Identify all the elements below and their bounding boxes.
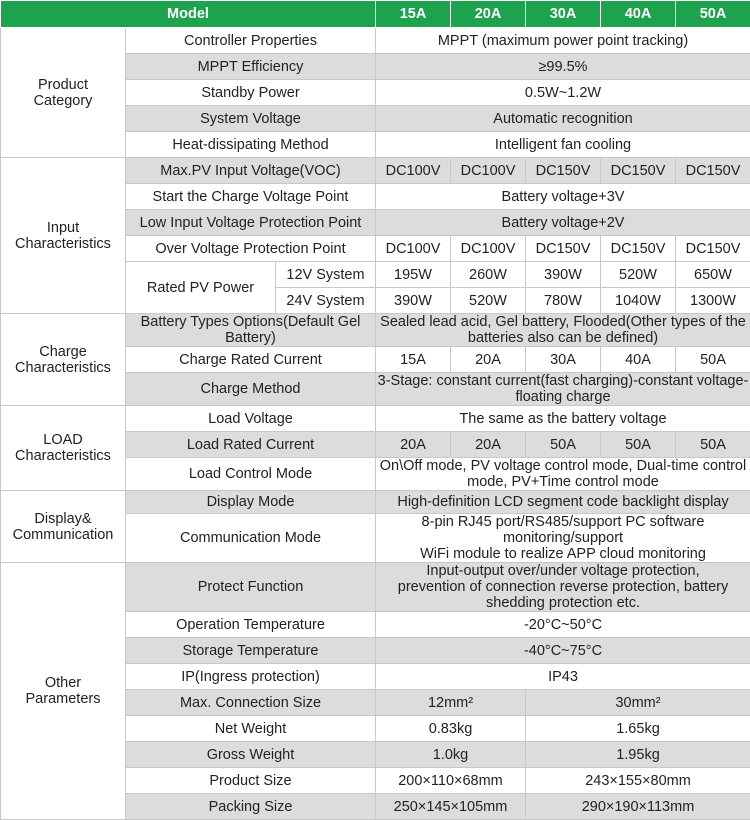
row-label: Start the Charge Voltage Point: [126, 184, 376, 210]
cell-value: DC100V: [451, 236, 526, 262]
row-label: Max.PV Input Voltage(VOC): [126, 158, 376, 184]
category-label: Characteristics: [1, 236, 125, 252]
model-header: Model: [1, 1, 376, 28]
row-label: Heat-dissipating Method: [126, 132, 376, 158]
row-value: [376, 563, 750, 612]
cell-value: DC100V: [376, 158, 451, 184]
row-label-rated-pv: Rated PV Power: [126, 262, 276, 314]
category-label: Display&: [1, 511, 125, 527]
cell-value-b: 1.65kg: [526, 716, 750, 742]
cell-value: 520W: [601, 262, 676, 288]
cell-value-b: 290×190×113mm: [526, 794, 750, 820]
cell-value: DC100V: [451, 158, 526, 184]
row-value: Automatic recognition: [376, 106, 750, 132]
row-label: Load Control Mode: [126, 458, 376, 491]
category-label: Characteristics: [1, 448, 125, 464]
category-label: Category: [1, 93, 125, 109]
cell-value: 30A: [526, 347, 601, 373]
row-label: Packing Size: [126, 794, 376, 820]
cell-value: 390W: [376, 288, 451, 314]
cell-value-a: 0.83kg: [376, 716, 526, 742]
row-sublabel: 12V System: [276, 262, 376, 288]
category-charge: [1, 314, 126, 406]
row-label: Standby Power: [126, 80, 376, 106]
comm-line: 8-pin RJ45 port/RS485/support PC software monitoring/support: [376, 514, 750, 546]
row-value: 3-Stage: constant current(fast charging)-constant voltage-floating charge: [376, 373, 750, 406]
row-label: Charge Rated Current: [126, 347, 376, 373]
cell-value-b: 243×155×80mm: [526, 768, 750, 794]
row-display-mode: [1, 491, 750, 514]
row-value: Intelligent fan cooling: [376, 132, 750, 158]
protect-line: prevention of connection reverse protection, battery shedding protection etc.: [376, 579, 750, 611]
row-label: Controller Properties: [126, 28, 376, 54]
cell-value: 40A: [601, 347, 676, 373]
row-label: Protect Function: [126, 563, 376, 612]
row-label: Storage Temperature: [126, 638, 376, 664]
row-value: The same as the battery voltage: [376, 406, 750, 432]
row-label: Operation Temperature: [126, 612, 376, 638]
row-label: Load Voltage: [126, 406, 376, 432]
category-product: [1, 28, 126, 158]
col-40a: 40A: [601, 1, 676, 28]
col-20a: 20A: [451, 1, 526, 28]
row-value: ≥99.5%: [376, 54, 750, 80]
row-label: System Voltage: [126, 106, 376, 132]
cell-value: 50A: [526, 432, 601, 458]
row-label: Max. Connection Size: [126, 690, 376, 716]
category-load: [1, 406, 126, 491]
row-sublabel: 24V System: [276, 288, 376, 314]
row-value: IP43: [376, 664, 750, 690]
cell-value: 20A: [376, 432, 451, 458]
row-value: -20°C~50°C: [376, 612, 750, 638]
row-value: [376, 514, 750, 563]
row-value: -40°C~75°C: [376, 638, 750, 664]
row-load-voltage: [1, 406, 750, 432]
row-value: Battery voltage+3V: [376, 184, 750, 210]
row-protect: [1, 563, 750, 612]
col-15a: 15A: [376, 1, 451, 28]
category-display: [1, 491, 126, 563]
row-battery-types: [1, 314, 750, 347]
col-30a: 30A: [526, 1, 601, 28]
protect-line: Input-output over/under voltage protection,: [376, 563, 750, 579]
cell-value: 20A: [451, 347, 526, 373]
cell-value: 20A: [451, 432, 526, 458]
cell-value: DC150V: [676, 158, 750, 184]
row-value: High-definition LCD segment code backlight display: [376, 491, 750, 514]
category-label: Charge: [1, 344, 125, 360]
category-label: Parameters: [1, 691, 125, 707]
cell-value-a: 1.0kg: [376, 742, 526, 768]
row-label: Communication Mode: [126, 514, 376, 563]
cell-value: DC100V: [376, 236, 451, 262]
cell-value: DC150V: [526, 158, 601, 184]
row-label: Battery Types Options(Default Gel Battery): [126, 314, 376, 347]
row-value: Battery voltage+2V: [376, 210, 750, 236]
col-50a: 50A: [676, 1, 750, 28]
cell-value: 1040W: [601, 288, 676, 314]
cell-value: 50A: [601, 432, 676, 458]
row-max-pv: [1, 158, 750, 184]
category-label: Characteristics: [1, 360, 125, 376]
row-label: Charge Method: [126, 373, 376, 406]
category-label: Other: [1, 675, 125, 691]
row-value: MPPT (maximum power point tracking): [376, 28, 750, 54]
cell-value-a: 12mm²: [376, 690, 526, 716]
cell-value: 780W: [526, 288, 601, 314]
cell-value: 1300W: [676, 288, 750, 314]
row-controller: [1, 28, 750, 54]
cell-value-b: 1.95kg: [526, 742, 750, 768]
cell-value: 260W: [451, 262, 526, 288]
category-input: [1, 158, 126, 314]
row-label: Gross Weight: [126, 742, 376, 768]
row-value: Sealed lead acid, Gel battery, Flooded(Other types of the batteries also can be defined): [376, 314, 750, 347]
cell-value: 650W: [676, 262, 750, 288]
cell-value-a: 200×110×68mm: [376, 768, 526, 794]
cell-value: 50A: [676, 432, 750, 458]
header-row: [1, 1, 750, 28]
cell-value: 195W: [376, 262, 451, 288]
cell-value: DC150V: [676, 236, 750, 262]
cell-value: 520W: [451, 288, 526, 314]
row-label: Over Voltage Protection Point: [126, 236, 376, 262]
row-value: 0.5W~1.2W: [376, 80, 750, 106]
row-value: On\Off mode, PV voltage control mode, Dual-time control mode, PV+Time control mode: [376, 458, 750, 491]
category-label: Communication: [1, 527, 125, 543]
category-label: LOAD: [1, 432, 125, 448]
cell-value-a: 250×145×105mm: [376, 794, 526, 820]
row-label: Net Weight: [126, 716, 376, 742]
row-label: IP(Ingress protection): [126, 664, 376, 690]
category-label: Product: [1, 77, 125, 93]
category-other: [1, 563, 126, 820]
row-label: Low Input Voltage Protection Point: [126, 210, 376, 236]
row-label: Product Size: [126, 768, 376, 794]
category-label: Input: [1, 220, 125, 236]
cell-value: 50A: [676, 347, 750, 373]
cell-value: DC150V: [601, 158, 676, 184]
cell-value: DC150V: [526, 236, 601, 262]
comm-line: WiFi module to realize APP cloud monitoring: [376, 546, 750, 562]
row-label: MPPT Efficiency: [126, 54, 376, 80]
cell-value: 15A: [376, 347, 451, 373]
row-label: Load Rated Current: [126, 432, 376, 458]
cell-value: DC150V: [601, 236, 676, 262]
row-label: Display Mode: [126, 491, 376, 514]
cell-value-b: 30mm²: [526, 690, 750, 716]
cell-value: 390W: [526, 262, 601, 288]
